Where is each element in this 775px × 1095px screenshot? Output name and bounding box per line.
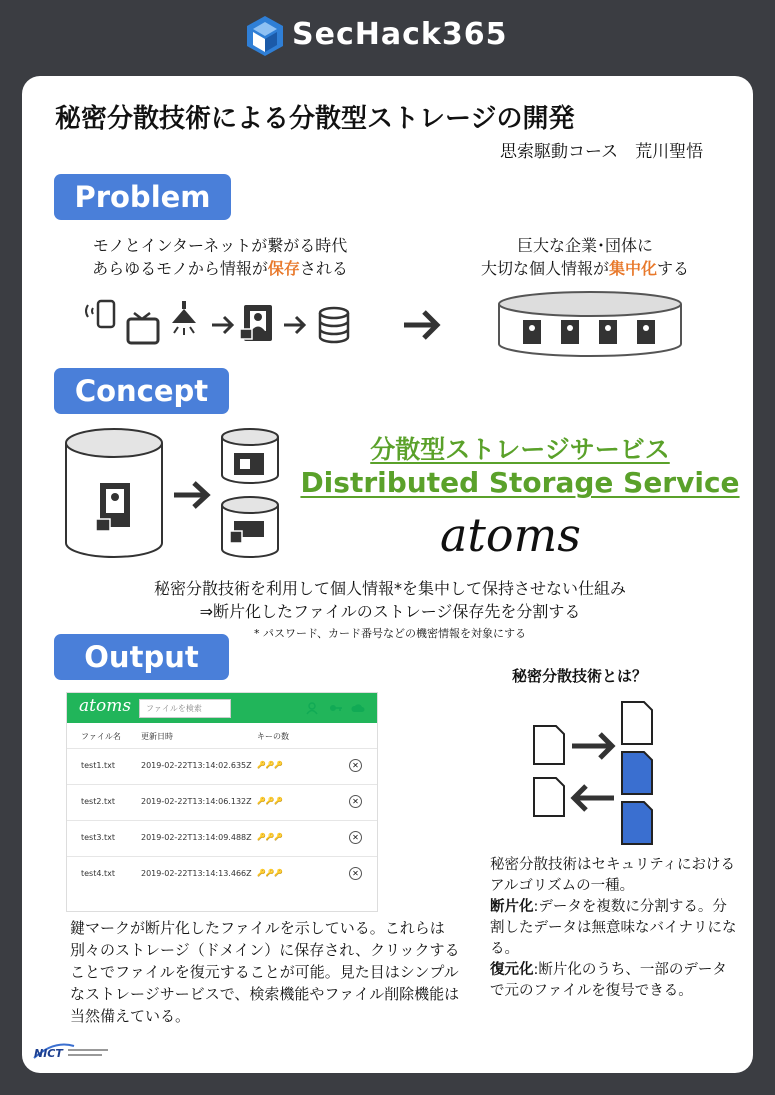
section-heading-concept: Concept (54, 368, 229, 414)
concept-note: * パスワード、カード番号などの機密情報を対象にする (253, 627, 526, 640)
table-row[interactable] (67, 856, 377, 893)
locked-id-card-icon (240, 305, 272, 341)
key-fragments[interactable]: 🔑🔑🔑 (257, 869, 284, 877)
database-icon (66, 429, 162, 557)
section-heading-output: Output (54, 634, 229, 680)
app-header (67, 693, 377, 723)
secret-sharing-diagram (530, 700, 665, 845)
file-name: test2.txt (81, 797, 116, 806)
delete-icon[interactable]: ✕ (349, 867, 362, 880)
delete-icon[interactable]: ✕ (349, 759, 362, 772)
column-header-updated: 更新日時 (141, 732, 173, 741)
document-blue-icon (622, 752, 652, 794)
problem-right-line1: 巨大な企業･団体に (516, 236, 653, 255)
database-fragment-icon (222, 497, 278, 557)
cloud-upload-icon[interactable] (351, 701, 365, 715)
user-icon[interactable] (305, 701, 319, 715)
smartphone-icon (86, 301, 114, 327)
tv-icon (128, 313, 158, 343)
file-date: 2019-02-22T13:14:13.466Z (141, 869, 252, 878)
file-date: 2019-02-22T13:14:09.488Z (141, 833, 252, 842)
document-blue-icon (622, 802, 652, 844)
database-icon (320, 308, 348, 342)
app-logo: atoms (79, 696, 132, 716)
section-heading-problem: Problem (54, 174, 231, 220)
big-arrow-icon (404, 312, 437, 338)
search-input[interactable]: ファイルを検索 (139, 699, 231, 718)
atoms-logo: atoms (440, 508, 581, 562)
key-fragments[interactable]: 🔑🔑🔑 (257, 761, 284, 769)
problem-left-line1: モノとインターネットが繋がる時代 (92, 236, 348, 255)
file-date: 2019-02-22T13:14:06.132Z (141, 797, 252, 806)
concept-line1: 秘密分散技術を利用して個人情報*を集中して保持させない仕組み (153, 579, 626, 598)
service-title-en: Distributed Storage Service (300, 466, 740, 499)
concept-diagram (62, 425, 287, 565)
file-name: test1.txt (81, 761, 116, 770)
nict-logo-text: NICT (34, 1047, 63, 1060)
central-storage-icon (495, 290, 685, 360)
arrow-icon (174, 483, 207, 507)
column-header-name: ファイル名 (81, 732, 121, 741)
table-row[interactable] (67, 784, 377, 821)
concept-line2: ⇒断片化したファイルのストレージ保存先を分割する (199, 602, 581, 621)
problem-right-line2: 大切な個人情報が集中化する (480, 259, 690, 278)
file-name: test3.txt (81, 833, 116, 842)
problem-left-line2: あらゆるモノから情報が保存される (92, 259, 348, 278)
delete-icon[interactable]: ✕ (349, 831, 362, 844)
document-icon (534, 778, 564, 816)
arrow-left-icon (574, 786, 614, 810)
sechack-logo-icon (245, 14, 285, 58)
secret-sharing-heading: 秘密分散技術とは？ (512, 667, 648, 685)
file-date: 2019-02-22T13:14:02.635Z (141, 761, 252, 770)
database-fragment-icon (222, 429, 278, 483)
fragmentation-text: 断片化:データを複数に分割する。分割したデータは無意味なバイナリになる。 (490, 899, 737, 957)
app-screenshot (66, 692, 378, 912)
file-name: test4.txt (81, 869, 116, 878)
poster-author: 思索駆動コース 荒川聖悟 (500, 142, 704, 162)
key-icon[interactable] (329, 701, 343, 715)
brand-name: SecHack365 (292, 17, 508, 52)
arrow-right-icon (572, 734, 612, 758)
arrow-icon (212, 317, 232, 333)
table-row[interactable] (67, 820, 377, 857)
document-icon (534, 726, 564, 764)
output-description: 鍵マークが断片化したファイルを示している。これらは別々のストレージ（ドメイン）に保存され、クリックすることでファイルを復元することが可能。見た目はシンプルなストレージサービスで、検索機能やファイル削除機能は当然備えている。 (70, 919, 460, 1025)
restoration-text: 復元化:断片化のうち、一部のデータで元のファイルを復号できる。 (490, 962, 727, 999)
service-title-jp: 分散型ストレージサービス (370, 435, 670, 464)
secret-sharing-text (490, 855, 740, 1002)
lamp-icon (172, 301, 196, 335)
arrow-icon (284, 317, 304, 333)
document-icon (622, 702, 652, 744)
key-fragments[interactable]: 🔑🔑🔑 (257, 797, 284, 805)
key-fragments[interactable]: 🔑🔑🔑 (257, 833, 284, 841)
nict-logo (32, 1040, 112, 1062)
table-row[interactable] (67, 748, 377, 785)
column-header-keys: キーの数 (257, 732, 289, 741)
delete-icon[interactable]: ✕ (349, 795, 362, 808)
poster-title: 秘密分散技術による分散型ストレージの開発 (55, 104, 575, 134)
secret-intro: 秘密分散技術はセキュリティにおけるアルゴリズムの一種。 (490, 857, 736, 894)
